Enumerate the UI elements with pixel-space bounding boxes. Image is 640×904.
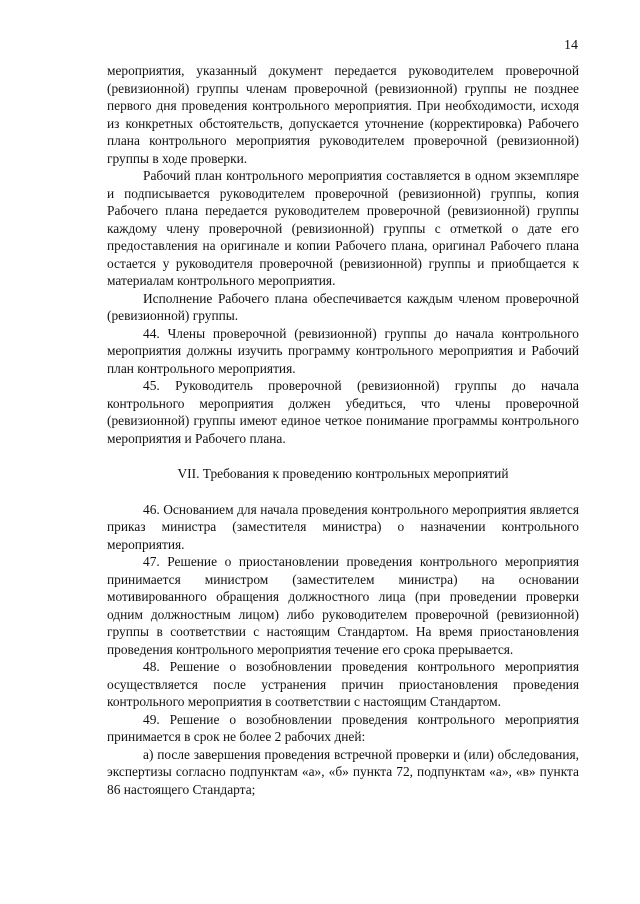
document-body <box>107 62 579 798</box>
paragraph-item-47: 47. Решение о приостановлении проведения контрольного мероприятия принимается министром (заместителем министра) на основании мотивированного обращения должностного лица (при проведении проверки одним должностным лицом) либо руководителем проверочной (ревизионной) группы в соответствии с настоящим Стандартом. На время приостановления проведения контрольного мероприятия течение его срока прерывается. <box>107 554 579 657</box>
paragraph-item-44: 44. Члены проверочной (ревизионной) группы до начала контрольного мероприятия должны изучить программу контрольного мероприятия и Рабочий план контрольного мероприятия. <box>107 325 579 376</box>
section-heading: VII. Требования к проведению контрольных мероприятий <box>177 466 509 481</box>
paragraph-item-48: 48. Решение о возобновлении проведения контрольного мероприятия осуществляется после устранения причин приостановления проведения контрольного мероприятия в соответствии с настоящим Стандартом. <box>107 659 579 709</box>
paragraph: Исполнение Рабочего плана обеспечивается каждым членом проверочной (ревизионной) группы. <box>107 290 579 323</box>
paragraph-item-45: 45. Руководитель проверочной (ревизионной) группы до начала контрольного мероприятия должен убедиться, что члены проверочной (ревизионной) группы имеют единое четкое понимание программы контрольного мероприятия и Рабочего плана. <box>107 378 579 446</box>
paragraph-item-46: 46. Основанием для начала проведения контрольного мероприятия является приказ министра (заместителя министра) о назначении контрольного мероприятия. <box>107 501 579 552</box>
paragraph-subitem-a: а) после завершения проведения встречной проверки и (или) обследования, экспертизы согласно подпунктам «а», «б» пункта 72, подпунктам «а», «в» пункта 86 настоящего Стандарта; <box>107 746 579 797</box>
paragraph: Рабочий план контрольного мероприятия составляется в одном экземпляре и подписывается руководителем проверочной (ревизионной) группы, копия Рабочего плана передается руководителем проверочной (ревизионной) группы каждому члену проверочной (ревизионной) группы с отметкой о дате его предоставления на оригинале и копии Рабочего плана, оригинал Рабочего плана остается у руководителя проверочной (ревизионной) группы и приобщается к материалам контрольного мероприятия. <box>107 168 579 288</box>
paragraph: мероприятия, указанный документ передается руководителем проверочной (ревизионной) группы членам проверочной (ревизионной) группы не позднее первого дня проведения контрольного мероприятия. При необходимости, исходя из конкретных обстоятельств, допускается уточнение (корректировка) Рабочего плана контрольного мероприятия руководителем проверочной (ревизионной) группы в ходе проверки. <box>107 63 579 166</box>
page-number: 14 <box>564 38 578 53</box>
paragraph-item-49: 49. Решение о возобновлении проведения контрольного мероприятия принимается в срок не более 2 рабочих дней: <box>107 711 579 744</box>
